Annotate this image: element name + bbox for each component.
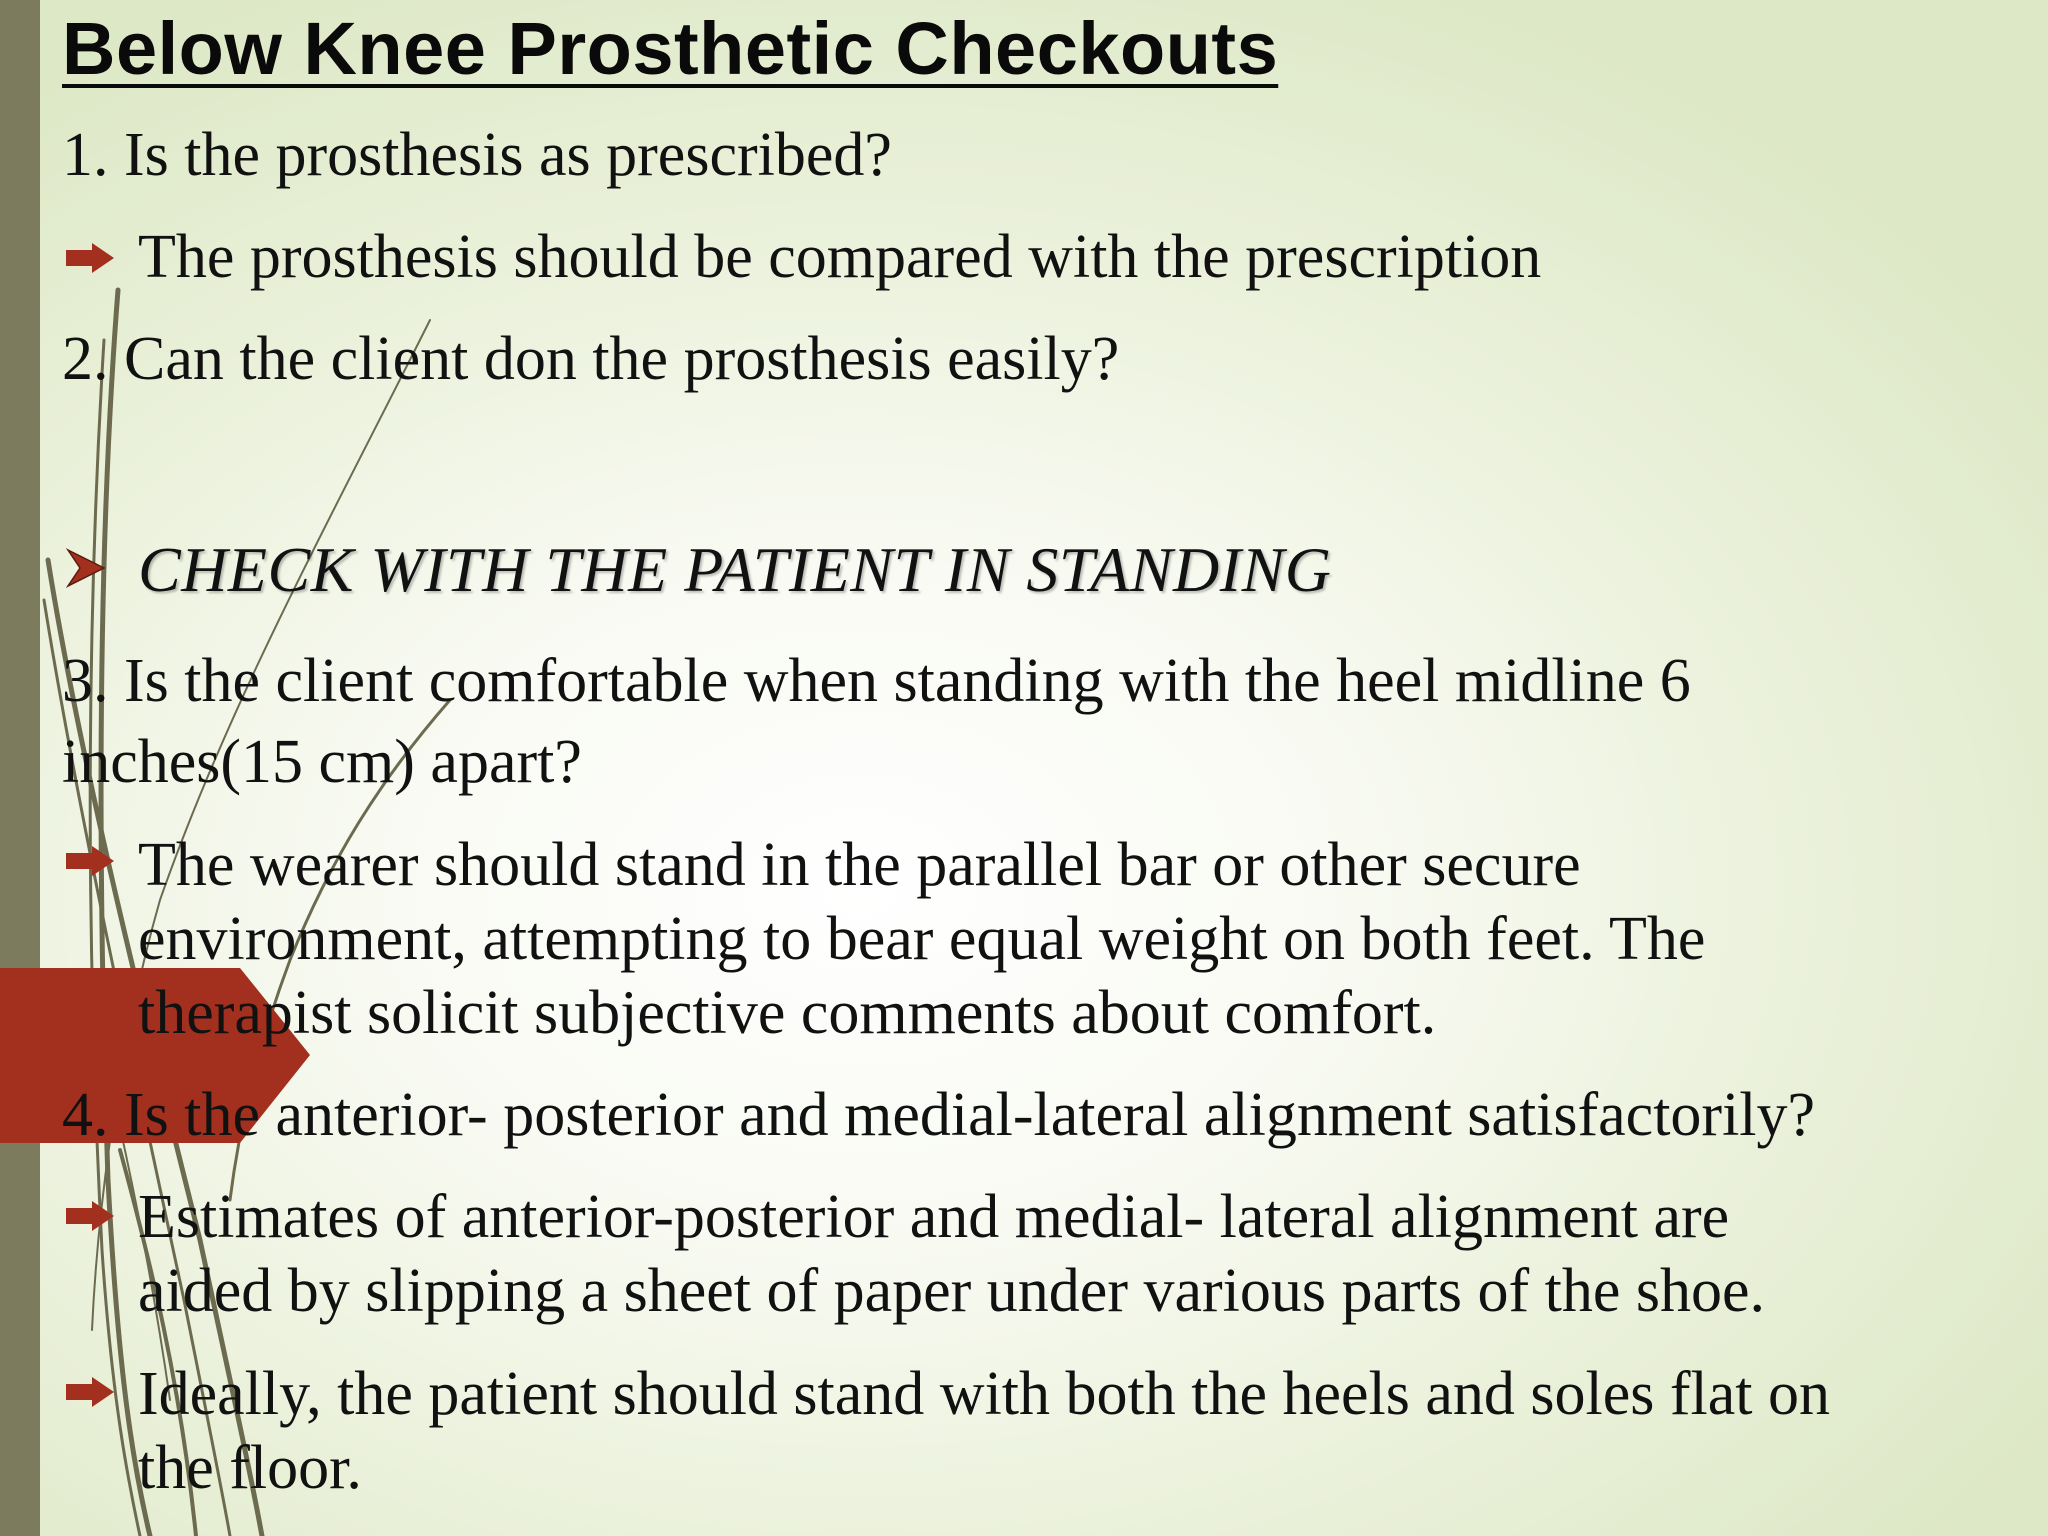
- bullet-2-line-2: environment, attempting to bear equal weight on both feet. The: [138, 905, 1706, 973]
- question-4: 4. Is the anterior- posterior and medial-lateral alignment satisfactorily?: [62, 1081, 1816, 1149]
- question-3-line-2: inches(15 cm) apart?: [62, 728, 582, 796]
- question-3-line-1: 3. Is the client comfortable when standing with the heel midline 6: [62, 647, 1691, 715]
- red-arrow-bullet-icon: [66, 1201, 114, 1231]
- bullet-3-line-2: aided by slipping a sheet of paper under various parts of the shoe.: [138, 1257, 1766, 1325]
- bullet-3-line-1: Estimates of anterior-posterior and medial- lateral alignment are: [138, 1183, 1730, 1251]
- bullet-2-line-1: The wearer should stand in the parallel bar or other secure: [138, 831, 1581, 899]
- red-arrow-bullet-icon: [66, 1377, 114, 1407]
- slide-title: Below Knee Prosthetic Checkouts: [62, 7, 1279, 90]
- bullet-2-line-3: therapist solicit subjective comments about comfort.: [138, 979, 1437, 1047]
- checkmark-arrow-icon: [66, 548, 106, 588]
- question-1: 1. Is the prosthesis as prescribed?: [62, 121, 892, 189]
- question-2: 2. Can the client don the prosthesis easily?: [62, 325, 1120, 393]
- red-arrow-bullet-icon: [66, 243, 114, 273]
- check-heading: CHECK WITH THE PATIENT IN STANDING: [138, 534, 1332, 605]
- bullet-4-line-2: the floor.: [138, 1434, 362, 1502]
- left-accent-bar: [0, 0, 40, 1536]
- bullet-4-line-1: Ideally, the patient should stand with both the heels and soles flat on: [138, 1360, 1831, 1428]
- bullet-1: The prosthesis should be compared with the prescription: [138, 223, 1542, 291]
- red-arrow-bullet-icon: [66, 846, 114, 876]
